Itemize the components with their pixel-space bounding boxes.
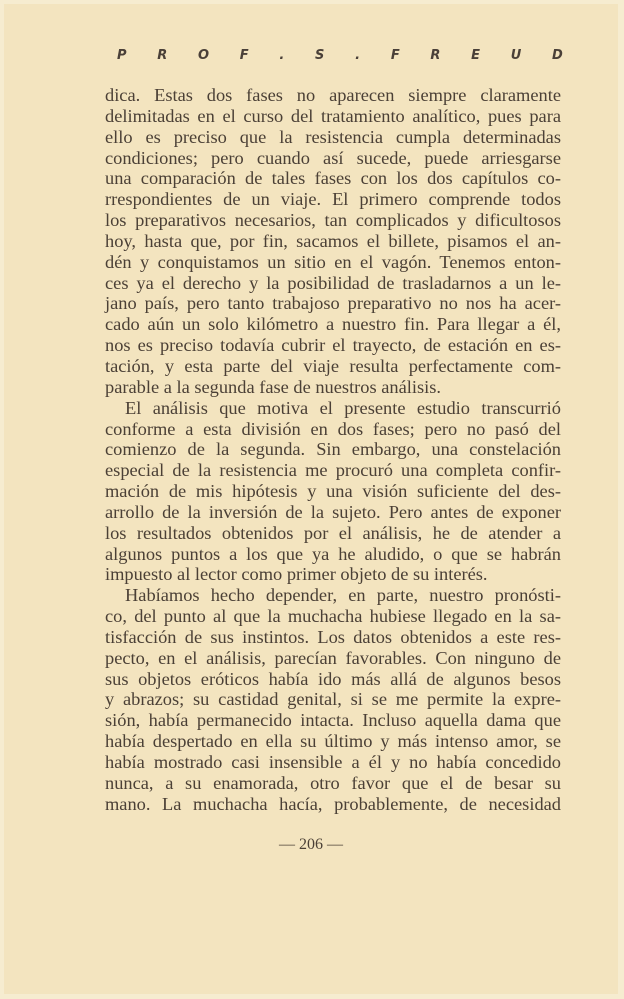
text-line: nunca, a su enamorada, otro favor que el de besar su [105,772,561,793]
text-line: hoy, hasta que, por fin, sacamos el billete, pisamos el an- [105,230,561,251]
page-number: — 206 — [279,836,343,853]
text-line: una comparación de tales fases con los dos capítulos co- [105,168,561,189]
text-line: Habíamos hecho depender, en parte, nuestro pronósti- [125,585,561,606]
text-line: co, del punto al que la muchacha hubiese llegado en la sa- [105,606,561,627]
text-line: impuesto al lector como primer objeto de su interés. [105,564,488,585]
header-letter: S [315,48,325,63]
text-line: tisfacción de sus instintos. Los datos obtenidos a este res- [105,626,561,647]
text-line: condiciones; pero cuando así sucede, puede arriesgarse [105,147,561,168]
text-line: nos es preciso todavía cubrir el trayecto, de estación en es- [105,335,561,356]
text-line: tación, y esta parte del viaje resulta perfectamente com- [105,355,561,376]
text-line: sus objetos eróticos había ido más allá de algunos besos [105,668,561,689]
text-line: había mostrado casi insensible a él y no había concedido [105,752,561,772]
text-line: los resultados obtenidos por el análisis, he de atender a [105,522,561,543]
text-line: y abrazos; su castidad genital, si se me permite la expre- [105,689,561,710]
running-header [117,48,563,63]
text-line: El análisis que motiva el presente estudio transcurrió [125,397,561,418]
text-line: delimitadas en el curso del tratamiento analítico, pues para [105,105,561,126]
text-line: conforme a esta división en dos fases; pero no pasó del [105,418,561,439]
text-line: comienzo de la segunda. Sin embargo, una constelación [105,439,561,460]
text-line: mación de mis hipótesis y una visión suficiente del des- [105,481,561,502]
header-letter: R [430,48,441,63]
text-line: cado aún un solo kilómetro a nuestro fin. Para llegar a él, [105,314,561,335]
text-line: algunos puntos a los que ya he aludido, o que se habrán [105,543,561,564]
text-line: mano. La muchacha hacía, probablemente, de necesidad [105,793,561,814]
header-letter: R [157,48,168,63]
text-line: ello es preciso que la resistencia cumpla determinadas [105,126,561,147]
text-line: dén y conquistamos un sitio en el vagón. Tenemos enton- [105,251,561,272]
header-letter: P [117,48,127,63]
text-line: parable a la segunda fase de nuestros análisis. [105,376,442,397]
body-text [105,85,561,815]
text-line: pecto, en el análisis, parecían favorables. Con ninguno de [105,647,561,668]
header-letter: U [510,48,522,63]
text-line: jano país, pero tanto trabajoso preparativo no nos ha acer- [105,293,561,314]
header-letter: E [471,48,481,63]
text-line: rrespondientes de un viaje. El primero comprende todos [105,189,561,210]
text-line: ces ya el derecho y la posibilidad de trasladarnos a un le- [105,272,561,293]
text-line: dica. Estas dos fases no aparecen siempre claramente [105,85,561,105]
text-line: los preparativos necesarios, tan complicados y dificultosos [105,210,561,231]
text-line: había despertado en ella su último y más intenso amor, se [105,731,561,752]
book-page [4,4,618,994]
header-letter: . [279,48,285,63]
header-letter: F [239,48,249,63]
header-letter: . [355,48,361,63]
text-line: arrollo de la inversión de la sujeto. Pero antes de exponer [105,501,561,522]
header-letter: D [552,48,563,63]
header-letter: F [390,48,400,63]
text-line: especial de la resistencia me procuró una completa confir- [105,460,561,481]
header-letter: O [197,48,210,63]
text-line: sión, había permanecido intacta. Incluso aquella dama que [105,710,561,731]
